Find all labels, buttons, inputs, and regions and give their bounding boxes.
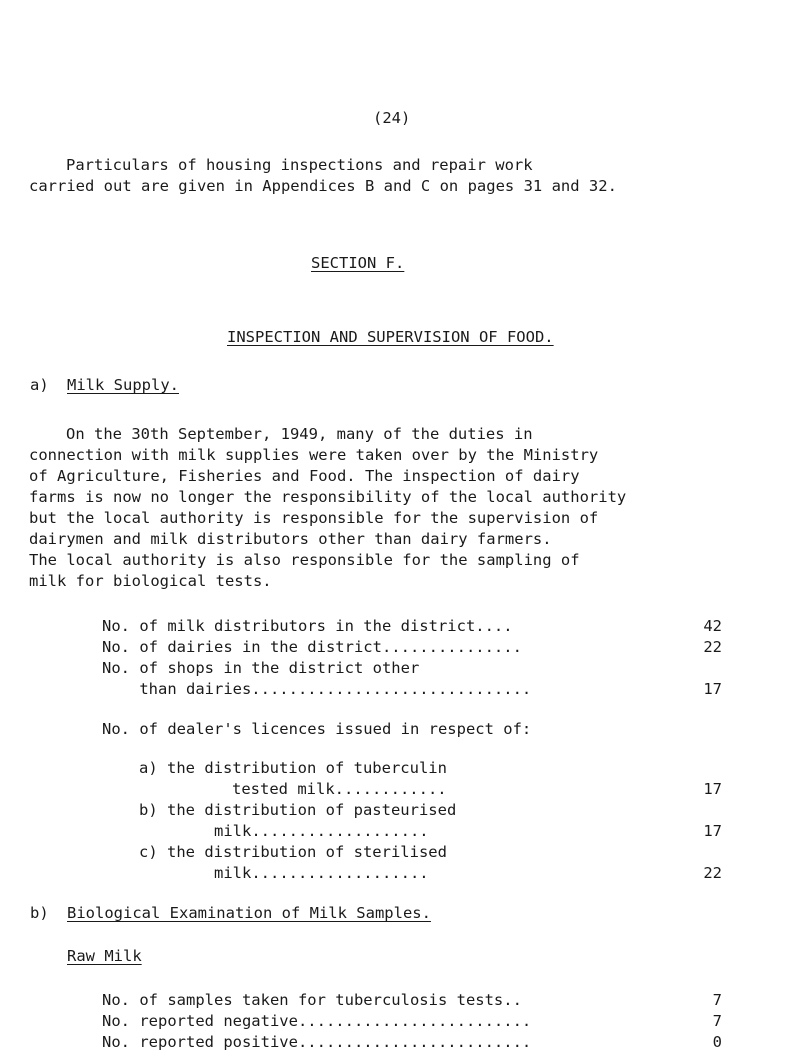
licence-label: c) the distribution of sterilised	[139, 843, 447, 861]
licence-cont: milk...................	[214, 822, 429, 840]
paragraph-line: of Agriculture, Fisheries and Food. The inspection of dairy	[29, 467, 580, 485]
paragraph-line: milk for biological tests.	[29, 572, 272, 590]
biological-label: b)	[30, 904, 49, 922]
paragraph-line: The local authority is also responsible for the sampling of	[29, 551, 580, 569]
paragraph-line: but the local authority is responsible for the supervision of	[29, 509, 599, 527]
milk-supply-heading: Milk Supply.	[67, 376, 179, 394]
paragraph-line: farms is now no longer the responsibility of the local authority	[29, 488, 627, 506]
count-text: No. of milk distributors in the district....	[102, 617, 513, 635]
count-text: No. of dairies in the district...............	[102, 638, 522, 656]
licences-intro: No. of dealer's licences issued in respect of:	[102, 720, 532, 738]
intro-line-1: Particulars of housing inspections and repair work	[66, 156, 533, 174]
licence-value: 17	[703, 780, 722, 798]
licence-label: b) the distribution of pasteurised	[139, 801, 457, 819]
biological-heading: Biological Examination of Milk Samples.	[67, 904, 431, 922]
sample-row-text: No. of samples taken for tuberculosis tests..	[102, 991, 522, 1009]
licence-value: 22	[703, 864, 722, 882]
count-value: 42	[703, 617, 722, 635]
section-heading: INSPECTION AND SUPERVISION OF FOOD.	[227, 328, 554, 346]
paragraph-line: dairymen and milk distributors other than dairy farmers.	[29, 530, 552, 548]
paragraph-line: On the 30th September, 1949, many of the duties in	[66, 425, 533, 443]
raw-milk-heading: Raw Milk	[67, 947, 142, 965]
licence-label: a) the distribution of tuberculin	[139, 759, 447, 777]
count-value: 22	[703, 638, 722, 656]
licence-cont: tested milk............	[232, 780, 447, 798]
sample-row-text: No. reported negative.........................	[102, 1012, 532, 1030]
licence-cont: milk...................	[214, 864, 429, 882]
count-text: than dairies..............................	[102, 680, 532, 698]
sample-row-value: 0	[712, 1033, 722, 1051]
sample-row-value: 7	[712, 1012, 722, 1030]
sample-row-text: No. reported positive.........................	[102, 1033, 532, 1051]
licence-value: 17	[703, 822, 722, 840]
page-number: (24)	[373, 109, 411, 127]
milk-supply-label: a)	[30, 376, 49, 394]
section-title: SECTION F.	[311, 254, 405, 272]
count-text: No. of shops in the district other	[102, 659, 420, 677]
intro-line-2: carried out are given in Appendices B and C on pages 31 and 32.	[29, 177, 617, 195]
paragraph-line: connection with milk supplies were taken over by the Ministry	[29, 446, 599, 464]
sample-row-value: 7	[712, 991, 722, 1009]
count-value: 17	[703, 680, 722, 698]
